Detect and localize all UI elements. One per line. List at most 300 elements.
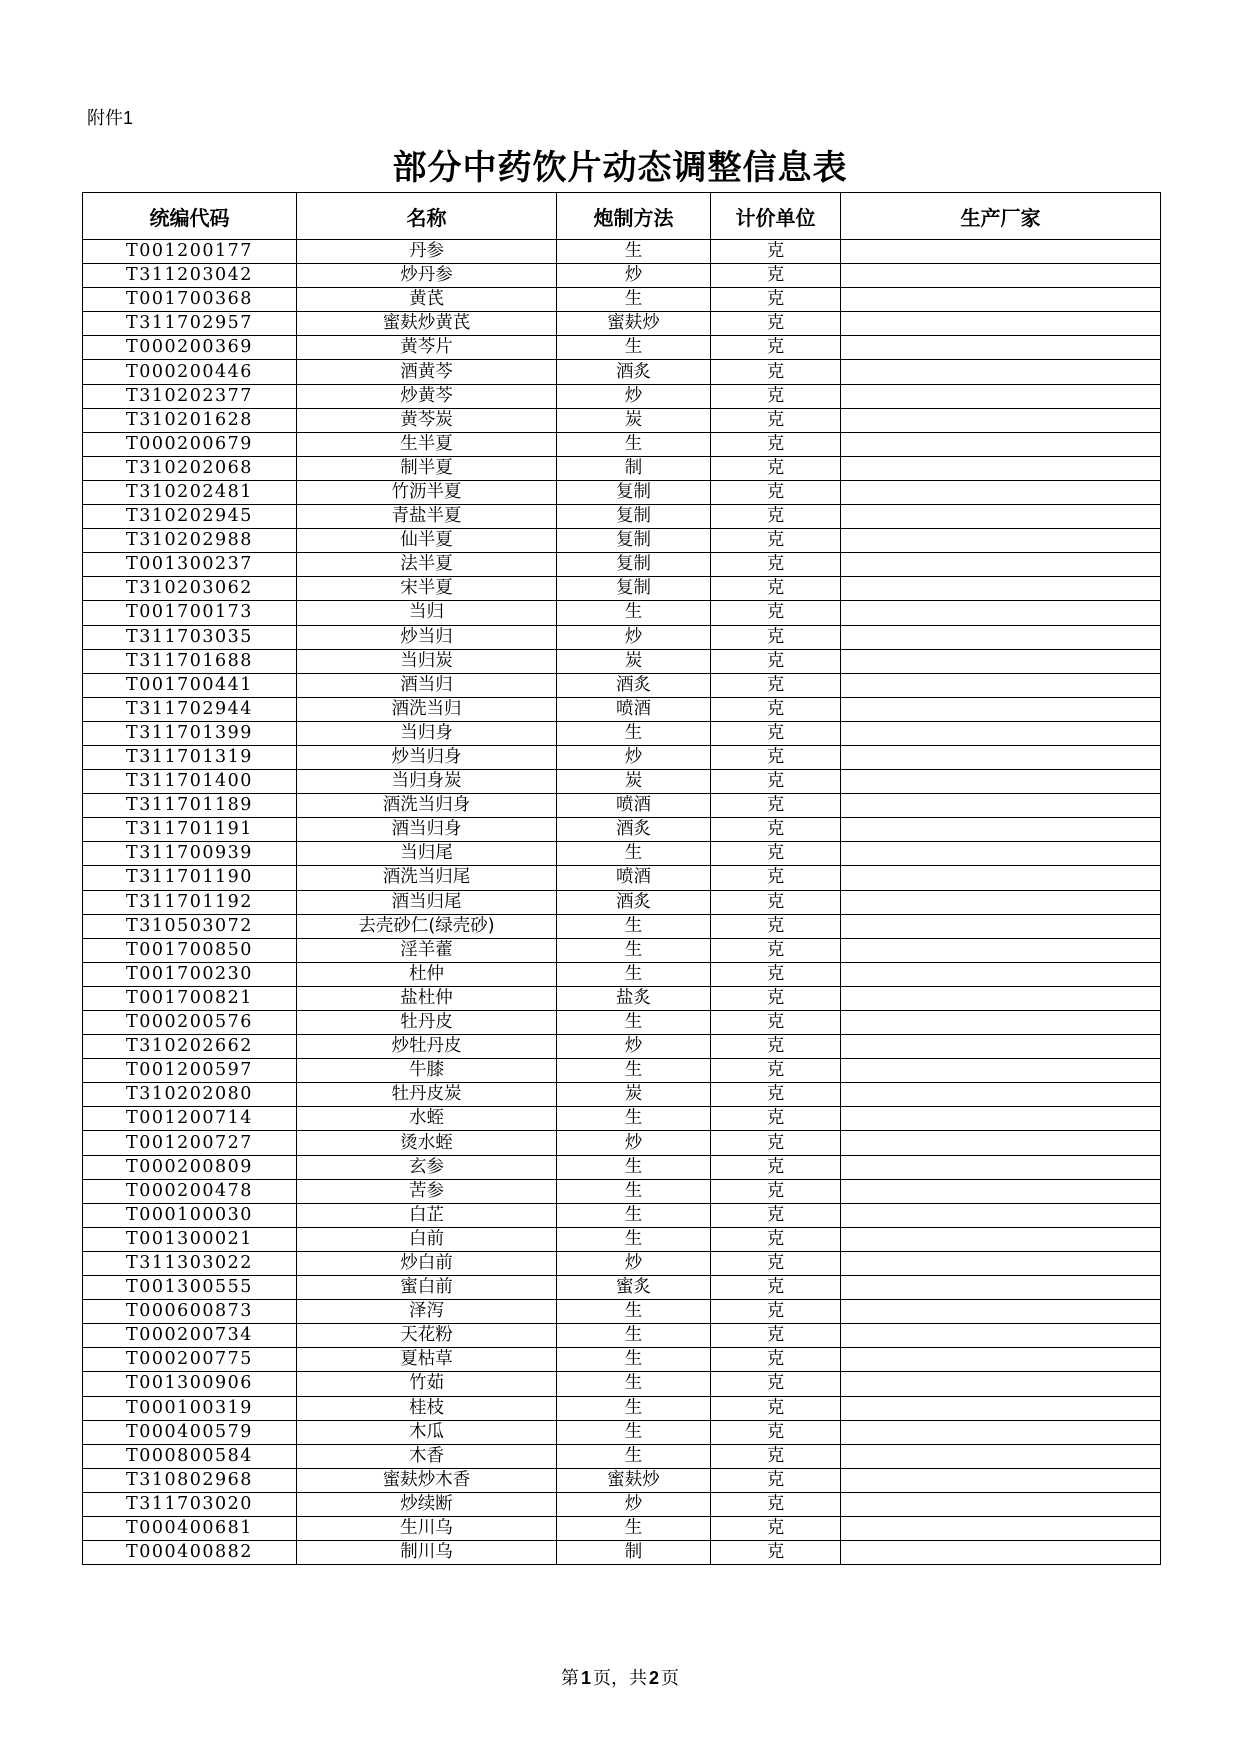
cell-manufacturer xyxy=(841,1372,1161,1396)
cell-manufacturer xyxy=(841,1444,1161,1468)
cell-manufacturer xyxy=(841,432,1161,456)
cell-method: 炭 xyxy=(557,770,711,794)
table-row xyxy=(83,1492,1161,1516)
cell-unit: 克 xyxy=(711,288,841,312)
cell-unit: 克 xyxy=(711,1227,841,1251)
table-row xyxy=(83,1179,1161,1203)
cell-method: 炒 xyxy=(557,1035,711,1059)
table-row xyxy=(83,697,1161,721)
cell-name: 木瓜 xyxy=(297,1420,557,1444)
cell-method: 喷酒 xyxy=(557,794,711,818)
cell-manufacturer xyxy=(841,1492,1161,1516)
cell-code: T310503072 xyxy=(83,914,297,938)
cell-name: 宋半夏 xyxy=(297,577,557,601)
cell-unit: 克 xyxy=(711,384,841,408)
cell-method: 生 xyxy=(557,721,711,745)
cell-manufacturer xyxy=(841,360,1161,384)
cell-name: 蜜麸炒木香 xyxy=(297,1468,557,1492)
cell-name: 牡丹皮炭 xyxy=(297,1083,557,1107)
table-row xyxy=(83,842,1161,866)
cell-manufacturer xyxy=(841,480,1161,504)
cell-unit: 克 xyxy=(711,408,841,432)
table-row xyxy=(83,336,1161,360)
cell-name: 水蛭 xyxy=(297,1107,557,1131)
cell-method: 炭 xyxy=(557,408,711,432)
cell-method: 炭 xyxy=(557,649,711,673)
table-row xyxy=(83,1516,1161,1540)
cell-name: 酒当归尾 xyxy=(297,890,557,914)
cell-code: T311701190 xyxy=(83,866,297,890)
cell-code: T311203042 xyxy=(83,264,297,288)
cell-code: T000200679 xyxy=(83,432,297,456)
table-row xyxy=(83,866,1161,890)
cell-name: 炒牡丹皮 xyxy=(297,1035,557,1059)
cell-manufacturer xyxy=(841,794,1161,818)
cell-unit: 克 xyxy=(711,962,841,986)
cell-name: 蜜麸炒黄芪 xyxy=(297,312,557,336)
cell-manufacturer xyxy=(841,601,1161,625)
cell-unit: 克 xyxy=(711,1059,841,1083)
cell-unit: 克 xyxy=(711,529,841,553)
table-row xyxy=(83,456,1161,480)
cell-method: 酒炙 xyxy=(557,890,711,914)
cell-manufacturer xyxy=(841,1420,1161,1444)
table-row xyxy=(83,818,1161,842)
cell-name: 淫羊藿 xyxy=(297,938,557,962)
cell-unit: 克 xyxy=(711,1324,841,1348)
cell-code: T000100030 xyxy=(83,1203,297,1227)
cell-name: 竹茹 xyxy=(297,1372,557,1396)
cell-name: 夏枯草 xyxy=(297,1348,557,1372)
cell-method: 炒 xyxy=(557,625,711,649)
cell-name: 青盐半夏 xyxy=(297,505,557,529)
cell-manufacturer xyxy=(841,1276,1161,1300)
cell-method: 炭 xyxy=(557,1083,711,1107)
cell-manufacturer xyxy=(841,1155,1161,1179)
cell-method: 生 xyxy=(557,1179,711,1203)
table-row xyxy=(83,480,1161,504)
header-name: 名称 xyxy=(297,193,557,240)
cell-manufacturer xyxy=(841,1324,1161,1348)
cell-unit: 克 xyxy=(711,1541,841,1565)
cell-method: 生 xyxy=(557,938,711,962)
cell-manufacturer xyxy=(841,1059,1161,1083)
table-row xyxy=(83,1276,1161,1300)
cell-method: 生 xyxy=(557,1227,711,1251)
page-footer xyxy=(0,1664,1240,1690)
cell-code: T311701191 xyxy=(83,818,297,842)
cell-code: T000800584 xyxy=(83,1444,297,1468)
table-row xyxy=(83,890,1161,914)
cell-method: 生 xyxy=(557,1011,711,1035)
cell-method: 生 xyxy=(557,1107,711,1131)
cell-method: 酒炙 xyxy=(557,818,711,842)
cell-unit: 克 xyxy=(711,1396,841,1420)
cell-unit: 克 xyxy=(711,842,841,866)
header-unit: 计价单位 xyxy=(711,193,841,240)
cell-unit: 克 xyxy=(711,673,841,697)
cell-code: T310202988 xyxy=(83,529,297,553)
footer-middle: 页，共 xyxy=(593,1668,647,1689)
cell-manufacturer xyxy=(841,625,1161,649)
cell-unit: 克 xyxy=(711,1348,841,1372)
cell-method: 酒炙 xyxy=(557,673,711,697)
cell-unit: 克 xyxy=(711,1276,841,1300)
cell-unit: 克 xyxy=(711,1203,841,1227)
cell-unit: 克 xyxy=(711,1179,841,1203)
cell-code: T001200714 xyxy=(83,1107,297,1131)
cell-method: 生 xyxy=(557,1420,711,1444)
cell-name: 法半夏 xyxy=(297,553,557,577)
cell-method: 生 xyxy=(557,240,711,264)
header-method: 炮制方法 xyxy=(557,193,711,240)
table-row xyxy=(83,553,1161,577)
cell-manufacturer xyxy=(841,745,1161,769)
cell-name: 蜜白前 xyxy=(297,1276,557,1300)
cell-method: 生 xyxy=(557,1444,711,1468)
table-row xyxy=(83,1468,1161,1492)
cell-method: 生 xyxy=(557,962,711,986)
cell-manufacturer xyxy=(841,1035,1161,1059)
cell-manufacturer xyxy=(841,986,1161,1010)
table-row xyxy=(83,1059,1161,1083)
table-row xyxy=(83,1348,1161,1372)
cell-method: 生 xyxy=(557,914,711,938)
cell-method: 盐炙 xyxy=(557,986,711,1010)
table-row xyxy=(83,914,1161,938)
cell-method: 生 xyxy=(557,1348,711,1372)
cell-manufacturer xyxy=(841,962,1161,986)
cell-name: 白前 xyxy=(297,1227,557,1251)
table-row xyxy=(83,1107,1161,1131)
cell-name: 酒洗当归尾 xyxy=(297,866,557,890)
cell-name: 仙半夏 xyxy=(297,529,557,553)
cell-name: 炒当归 xyxy=(297,625,557,649)
cell-method: 生 xyxy=(557,842,711,866)
cell-manufacturer xyxy=(841,288,1161,312)
cell-unit: 克 xyxy=(711,1372,841,1396)
cell-code: T311701189 xyxy=(83,794,297,818)
cell-manufacturer xyxy=(841,240,1161,264)
cell-code: T001700230 xyxy=(83,962,297,986)
cell-unit: 克 xyxy=(711,360,841,384)
cell-method: 复制 xyxy=(557,480,711,504)
cell-unit: 克 xyxy=(711,745,841,769)
cell-code: T311703035 xyxy=(83,625,297,649)
table-row xyxy=(83,938,1161,962)
table-row xyxy=(83,601,1161,625)
footer-suffix: 页 xyxy=(661,1668,680,1689)
cell-unit: 克 xyxy=(711,432,841,456)
cell-unit: 克 xyxy=(711,456,841,480)
cell-manufacturer xyxy=(841,1083,1161,1107)
cell-name: 牛膝 xyxy=(297,1059,557,1083)
cell-manufacturer xyxy=(841,1251,1161,1275)
cell-code: T001700821 xyxy=(83,986,297,1010)
table-row xyxy=(83,577,1161,601)
cell-name: 苦参 xyxy=(297,1179,557,1203)
cell-unit: 克 xyxy=(711,914,841,938)
table-row xyxy=(83,1251,1161,1275)
table-row xyxy=(83,1444,1161,1468)
cell-name: 去壳砂仁(绿壳砂) xyxy=(297,914,557,938)
header-manufacturer: 生产厂家 xyxy=(841,193,1161,240)
cell-manufacturer xyxy=(841,1107,1161,1131)
table-row xyxy=(83,312,1161,336)
cell-code: T001700850 xyxy=(83,938,297,962)
cell-method: 生 xyxy=(557,1324,711,1348)
cell-name: 黄芪 xyxy=(297,288,557,312)
cell-method: 制 xyxy=(557,1541,711,1565)
cell-unit: 克 xyxy=(711,866,841,890)
table-row xyxy=(83,1083,1161,1107)
cell-manufacturer xyxy=(841,1011,1161,1035)
cell-unit: 克 xyxy=(711,625,841,649)
cell-method: 炒 xyxy=(557,1492,711,1516)
table-row xyxy=(83,360,1161,384)
cell-code: T000400579 xyxy=(83,1420,297,1444)
cell-code: T001300237 xyxy=(83,553,297,577)
cell-manufacturer xyxy=(841,456,1161,480)
cell-code: T001300021 xyxy=(83,1227,297,1251)
cell-unit: 克 xyxy=(711,1492,841,1516)
cell-name: 炒白前 xyxy=(297,1251,557,1275)
cell-unit: 克 xyxy=(711,480,841,504)
cell-unit: 克 xyxy=(711,697,841,721)
cell-unit: 克 xyxy=(711,818,841,842)
cell-method: 喷酒 xyxy=(557,866,711,890)
cell-unit: 克 xyxy=(711,1251,841,1275)
cell-code: T311303022 xyxy=(83,1251,297,1275)
cell-method: 生 xyxy=(557,1300,711,1324)
cell-manufacturer xyxy=(841,1541,1161,1565)
table-row xyxy=(83,721,1161,745)
cell-method: 生 xyxy=(557,288,711,312)
cell-unit: 克 xyxy=(711,890,841,914)
cell-name: 当归 xyxy=(297,601,557,625)
cell-method: 复制 xyxy=(557,577,711,601)
cell-method: 生 xyxy=(557,1372,711,1396)
cell-manufacturer xyxy=(841,1227,1161,1251)
cell-name: 酒当归 xyxy=(297,673,557,697)
cell-code: T001700441 xyxy=(83,673,297,697)
cell-name: 当归身炭 xyxy=(297,770,557,794)
table-row xyxy=(83,1300,1161,1324)
cell-unit: 克 xyxy=(711,312,841,336)
cell-method: 复制 xyxy=(557,505,711,529)
cell-unit: 克 xyxy=(711,1420,841,1444)
cell-manufacturer xyxy=(841,577,1161,601)
cell-code: T310201628 xyxy=(83,408,297,432)
cell-manufacturer xyxy=(841,408,1161,432)
footer-prefix: 第 xyxy=(560,1668,579,1689)
table-row xyxy=(83,1324,1161,1348)
cell-name: 木香 xyxy=(297,1444,557,1468)
cell-manufacturer xyxy=(841,1300,1161,1324)
cell-manufacturer xyxy=(841,1179,1161,1203)
cell-method: 生 xyxy=(557,336,711,360)
table-header-row xyxy=(83,193,1161,240)
table-row xyxy=(83,1541,1161,1565)
table-body xyxy=(83,240,1161,1565)
cell-name: 竹沥半夏 xyxy=(297,480,557,504)
cell-method: 生 xyxy=(557,1516,711,1540)
cell-code: T310202377 xyxy=(83,384,297,408)
cell-name: 玄参 xyxy=(297,1155,557,1179)
cell-unit: 克 xyxy=(711,1107,841,1131)
table-row xyxy=(83,745,1161,769)
cell-name: 炒丹参 xyxy=(297,264,557,288)
cell-name: 黄芩片 xyxy=(297,336,557,360)
cell-name: 酒黄芩 xyxy=(297,360,557,384)
cell-unit: 克 xyxy=(711,601,841,625)
cell-code: T311701192 xyxy=(83,890,297,914)
cell-name: 当归身 xyxy=(297,721,557,745)
total-pages-number: 2 xyxy=(649,1668,660,1688)
cell-code: T000200775 xyxy=(83,1348,297,1372)
table-row xyxy=(83,986,1161,1010)
cell-name: 丹参 xyxy=(297,240,557,264)
cell-unit: 克 xyxy=(711,264,841,288)
cell-code: T001300555 xyxy=(83,1276,297,1300)
cell-unit: 克 xyxy=(711,721,841,745)
cell-unit: 克 xyxy=(711,1011,841,1035)
cell-unit: 克 xyxy=(711,505,841,529)
cell-name: 生川乌 xyxy=(297,1516,557,1540)
cell-name: 黄芩炭 xyxy=(297,408,557,432)
cell-method: 蜜麸炒 xyxy=(557,312,711,336)
cell-manufacturer xyxy=(841,673,1161,697)
cell-code: T310202945 xyxy=(83,505,297,529)
cell-code: T000200734 xyxy=(83,1324,297,1348)
cell-manufacturer xyxy=(841,1516,1161,1540)
cell-code: T000200446 xyxy=(83,360,297,384)
cell-code: T310202080 xyxy=(83,1083,297,1107)
table-row xyxy=(83,240,1161,264)
table-row xyxy=(83,1131,1161,1155)
cell-manufacturer xyxy=(841,384,1161,408)
cell-method: 复制 xyxy=(557,553,711,577)
cell-name: 酒当归身 xyxy=(297,818,557,842)
cell-unit: 克 xyxy=(711,1444,841,1468)
cell-method: 复制 xyxy=(557,529,711,553)
cell-manufacturer xyxy=(841,818,1161,842)
cell-name: 当归尾 xyxy=(297,842,557,866)
table-row xyxy=(83,1155,1161,1179)
cell-code: T001200727 xyxy=(83,1131,297,1155)
cell-manufacturer xyxy=(841,1203,1161,1227)
cell-name: 酒洗当归 xyxy=(297,697,557,721)
cell-code: T001700173 xyxy=(83,601,297,625)
table-row xyxy=(83,288,1161,312)
cell-manufacturer xyxy=(841,1131,1161,1155)
table-row xyxy=(83,1420,1161,1444)
cell-method: 生 xyxy=(557,1059,711,1083)
table-row xyxy=(83,770,1161,794)
cell-name: 炒黄芩 xyxy=(297,384,557,408)
cell-unit: 克 xyxy=(711,770,841,794)
table-row xyxy=(83,1035,1161,1059)
cell-name: 牡丹皮 xyxy=(297,1011,557,1035)
table-row xyxy=(83,673,1161,697)
cell-code: T001700368 xyxy=(83,288,297,312)
cell-unit: 克 xyxy=(711,1083,841,1107)
cell-method: 炒 xyxy=(557,384,711,408)
table-row xyxy=(83,962,1161,986)
cell-manufacturer xyxy=(841,866,1161,890)
cell-name: 炒当归身 xyxy=(297,745,557,769)
cell-name: 烫水蛭 xyxy=(297,1131,557,1155)
cell-method: 酒炙 xyxy=(557,360,711,384)
drug-table xyxy=(82,192,1161,1565)
cell-manufacturer xyxy=(841,529,1161,553)
cell-method: 生 xyxy=(557,432,711,456)
cell-manufacturer xyxy=(841,553,1161,577)
cell-code: T311702944 xyxy=(83,697,297,721)
cell-manufacturer xyxy=(841,1468,1161,1492)
cell-method: 炒 xyxy=(557,745,711,769)
table-row xyxy=(83,1227,1161,1251)
cell-code: T310202662 xyxy=(83,1035,297,1059)
cell-name: 盐杜仲 xyxy=(297,986,557,1010)
cell-manufacturer xyxy=(841,264,1161,288)
cell-manufacturer xyxy=(841,842,1161,866)
cell-name: 制川乌 xyxy=(297,1541,557,1565)
cell-method: 蜜炙 xyxy=(557,1276,711,1300)
cell-code: T000200369 xyxy=(83,336,297,360)
cell-code: T000400681 xyxy=(83,1516,297,1540)
cell-manufacturer xyxy=(841,649,1161,673)
cell-name: 当归炭 xyxy=(297,649,557,673)
cell-manufacturer xyxy=(841,890,1161,914)
cell-code: T311701399 xyxy=(83,721,297,745)
cell-name: 酒洗当归身 xyxy=(297,794,557,818)
cell-code: T311701319 xyxy=(83,745,297,769)
cell-name: 生半夏 xyxy=(297,432,557,456)
cell-method: 炒 xyxy=(557,1251,711,1275)
cell-unit: 克 xyxy=(711,1468,841,1492)
table-row xyxy=(83,794,1161,818)
cell-method: 生 xyxy=(557,1396,711,1420)
table-row xyxy=(83,1011,1161,1035)
cell-code: T310202481 xyxy=(83,480,297,504)
cell-unit: 克 xyxy=(711,336,841,360)
table-row xyxy=(83,649,1161,673)
document-title: 部分中药饮片动态调整信息表 xyxy=(392,148,848,188)
table-row xyxy=(83,432,1161,456)
cell-name: 白芷 xyxy=(297,1203,557,1227)
cell-unit: 克 xyxy=(711,1131,841,1155)
cell-code: T310202068 xyxy=(83,456,297,480)
cell-code: T000200809 xyxy=(83,1155,297,1179)
cell-unit: 克 xyxy=(711,1300,841,1324)
cell-code: T000100319 xyxy=(83,1396,297,1420)
cell-code: T001200177 xyxy=(83,240,297,264)
cell-unit: 克 xyxy=(711,553,841,577)
cell-manufacturer xyxy=(841,336,1161,360)
cell-manufacturer xyxy=(841,914,1161,938)
cell-code: T310203062 xyxy=(83,577,297,601)
cell-manufacturer xyxy=(841,770,1161,794)
cell-method: 炒 xyxy=(557,264,711,288)
cell-unit: 克 xyxy=(711,1155,841,1179)
cell-method: 生 xyxy=(557,601,711,625)
current-page-number: 1 xyxy=(580,1668,591,1688)
cell-method: 生 xyxy=(557,1203,711,1227)
cell-manufacturer xyxy=(841,312,1161,336)
cell-code: T311701400 xyxy=(83,770,297,794)
cell-code: T311702957 xyxy=(83,312,297,336)
